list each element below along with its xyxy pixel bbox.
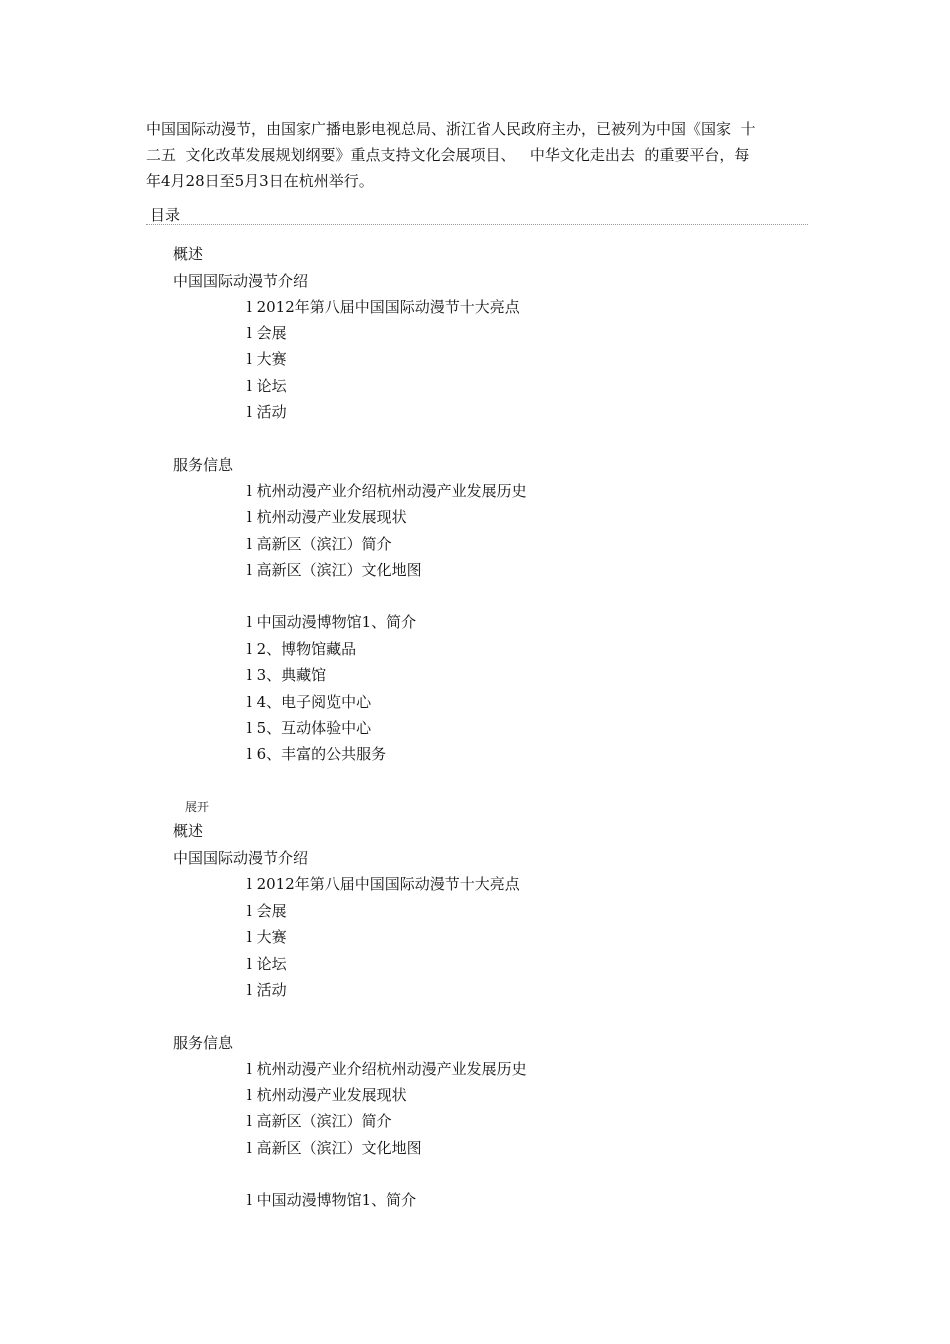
toc-subitem[interactable]: l 4、电子阅览中心 <box>247 693 372 711</box>
toc-subitem[interactable]: l 论坛 <box>247 377 287 395</box>
toc-item-overview[interactable]: 概述 <box>173 822 204 840</box>
toc-subitem[interactable]: l 会展 <box>247 324 287 342</box>
toc-subitem[interactable]: l 杭州动漫产业介绍杭州动漫产业发展历史 <box>247 482 527 500</box>
toc-subitem[interactable]: l 活动 <box>247 403 287 421</box>
intro-line: 中国国际动漫节，由国家广播电影电视总局、浙江省人民政府主办，已被列为中国《国家 十 <box>146 120 756 138</box>
toc-subitem[interactable]: l 中国动漫博物馆1、简介 <box>247 1191 417 1209</box>
expand-link[interactable]: 展开 <box>185 800 210 814</box>
toc-subitem[interactable]: l 高新区（滨江）文化地图 <box>247 561 422 579</box>
toc-subitem[interactable]: l 活动 <box>247 981 287 999</box>
toc-subitem[interactable]: l 杭州动漫产业发展现状 <box>247 1086 407 1104</box>
intro-paragraph <box>146 116 810 194</box>
toc-subitem[interactable]: l 3、典藏馆 <box>247 666 327 684</box>
toc-subitem[interactable]: l 大赛 <box>247 928 287 946</box>
intro-line: 年4月28日至5月3日在杭州举行。 <box>146 172 374 190</box>
toc-divider <box>146 224 808 225</box>
toc-subitem[interactable]: l 高新区（滨江）文化地图 <box>247 1139 422 1157</box>
toc-item-intro[interactable]: 中国国际动漫节介绍 <box>173 849 309 867</box>
toc-subitem[interactable]: l 2012年第八届中国国际动漫节十大亮点 <box>247 875 520 893</box>
toc-item-service[interactable]: 服务信息 <box>173 1034 234 1052</box>
toc-subitem[interactable]: l 高新区（滨江）简介 <box>247 1112 392 1130</box>
toc-subitem[interactable]: l 论坛 <box>247 955 287 973</box>
toc-subitem[interactable]: l 2012年第八届中国国际动漫节十大亮点 <box>247 298 520 316</box>
toc-title: 目录 <box>150 206 181 224</box>
toc-item-service[interactable]: 服务信息 <box>173 456 234 474</box>
toc-subitem[interactable]: l 杭州动漫产业介绍杭州动漫产业发展历史 <box>247 1060 527 1078</box>
toc-subitem[interactable]: l 大赛 <box>247 350 287 368</box>
toc-subitem[interactable]: l 5、互动体验中心 <box>247 719 372 737</box>
toc-subitem[interactable]: l 2、博物馆藏品 <box>247 640 357 658</box>
toc-subitem[interactable]: l 会展 <box>247 902 287 920</box>
toc-item-overview[interactable]: 概述 <box>173 245 204 263</box>
toc-subitem[interactable]: l 6、丰富的公共服务 <box>247 745 387 763</box>
intro-line: 二五 文化改革发展规划纲要》重点支持文化会展项目、 中华文化走出去 的重要平台，每 <box>146 146 750 164</box>
toc-item-intro[interactable]: 中国国际动漫节介绍 <box>173 272 309 290</box>
toc-subitem[interactable]: l 中国动漫博物馆1、简介 <box>247 613 417 631</box>
toc-subitem[interactable]: l 杭州动漫产业发展现状 <box>247 508 407 526</box>
toc-subitem[interactable]: l 高新区（滨江）简介 <box>247 535 392 553</box>
